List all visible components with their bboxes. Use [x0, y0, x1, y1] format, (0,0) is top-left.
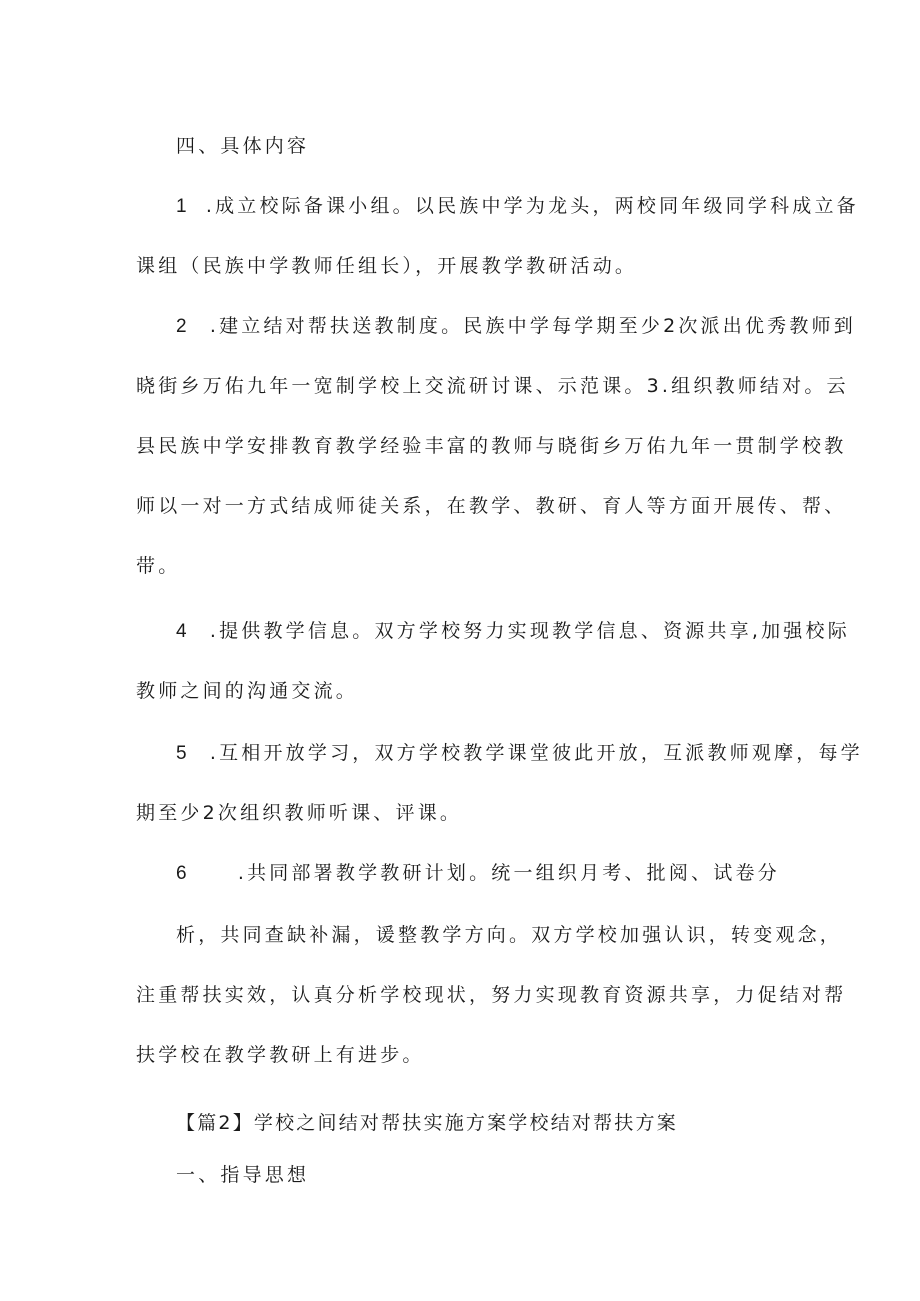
item-text: .成立校际备课小组。以民族中学为龙头，两校同年级同学科成立备	[205, 195, 859, 217]
chapter-2-title: 【篇2】学校之间结对帮扶实施方案学校结对帮扶方案	[176, 1112, 678, 1134]
paragraph-2-line-4: 师以一对一方式结成师徒关系，在教学、教研、育人等方面开展传、帮、	[136, 495, 847, 517]
item-text: .建立结对帮扶送教制度。民族中学每学期至少2次派出优秀教师到	[209, 315, 856, 337]
item-number: 5	[176, 743, 187, 764]
paragraph-4-line-1	[176, 619, 850, 644]
paragraph-5-line-2: 期至少2次组织教师听课、评课。	[136, 802, 463, 824]
paragraph-1-line-2: 课组（民族中学教师任组长），开展教学教研活动。	[136, 255, 638, 277]
paragraph-5-line-1	[176, 741, 863, 766]
paragraph-2-line-1	[176, 314, 856, 339]
item-number: 2	[176, 316, 187, 337]
guiding-ideology-heading: 一、指导思想	[176, 1164, 310, 1186]
item-number: 1	[176, 196, 187, 217]
paragraph-6-line-2: 析，共同查缺补漏，谖整教学方向。双方学校加强认识，转变观念，	[176, 924, 843, 946]
item-number: 4	[176, 621, 187, 642]
section-heading: 四、具体内容	[176, 135, 310, 157]
paragraph-1-line-1	[176, 194, 859, 219]
paragraph-6-line-1	[176, 861, 780, 886]
item-text: .互相开放学习，双方学校教学课堂彼此开放，互派教师观摩，每学	[209, 742, 863, 764]
paragraph-6-line-4: 扶学校在教学教研上有进步。	[136, 1044, 425, 1066]
paragraph-6-line-3: 注重帮扶实效，认真分析学校现状，努力实现教育资源共享，力促结对帮	[136, 984, 847, 1006]
paragraph-2-line-3: 县民族中学安排教育教学经验丰富的教师与晓街乡万佑九年一贯制学校教	[136, 435, 847, 457]
paragraph-2-line-5: 带。	[136, 555, 181, 577]
item-text: .共同部署教学教研计划。统一组织月考、批阅、试卷分	[237, 862, 780, 884]
paragraph-2-line-2: 晓街乡万佑九年一宽制学校上交流研讨课、示范课。3.组织教师结对。云	[136, 375, 849, 397]
item-text: .提供教学信息。双方学校努力实现教学信息、资源共享,加强校际	[209, 620, 850, 642]
item-number: 6	[176, 863, 187, 884]
paragraph-4-line-2: 教师之间的沟通交流。	[136, 680, 359, 702]
